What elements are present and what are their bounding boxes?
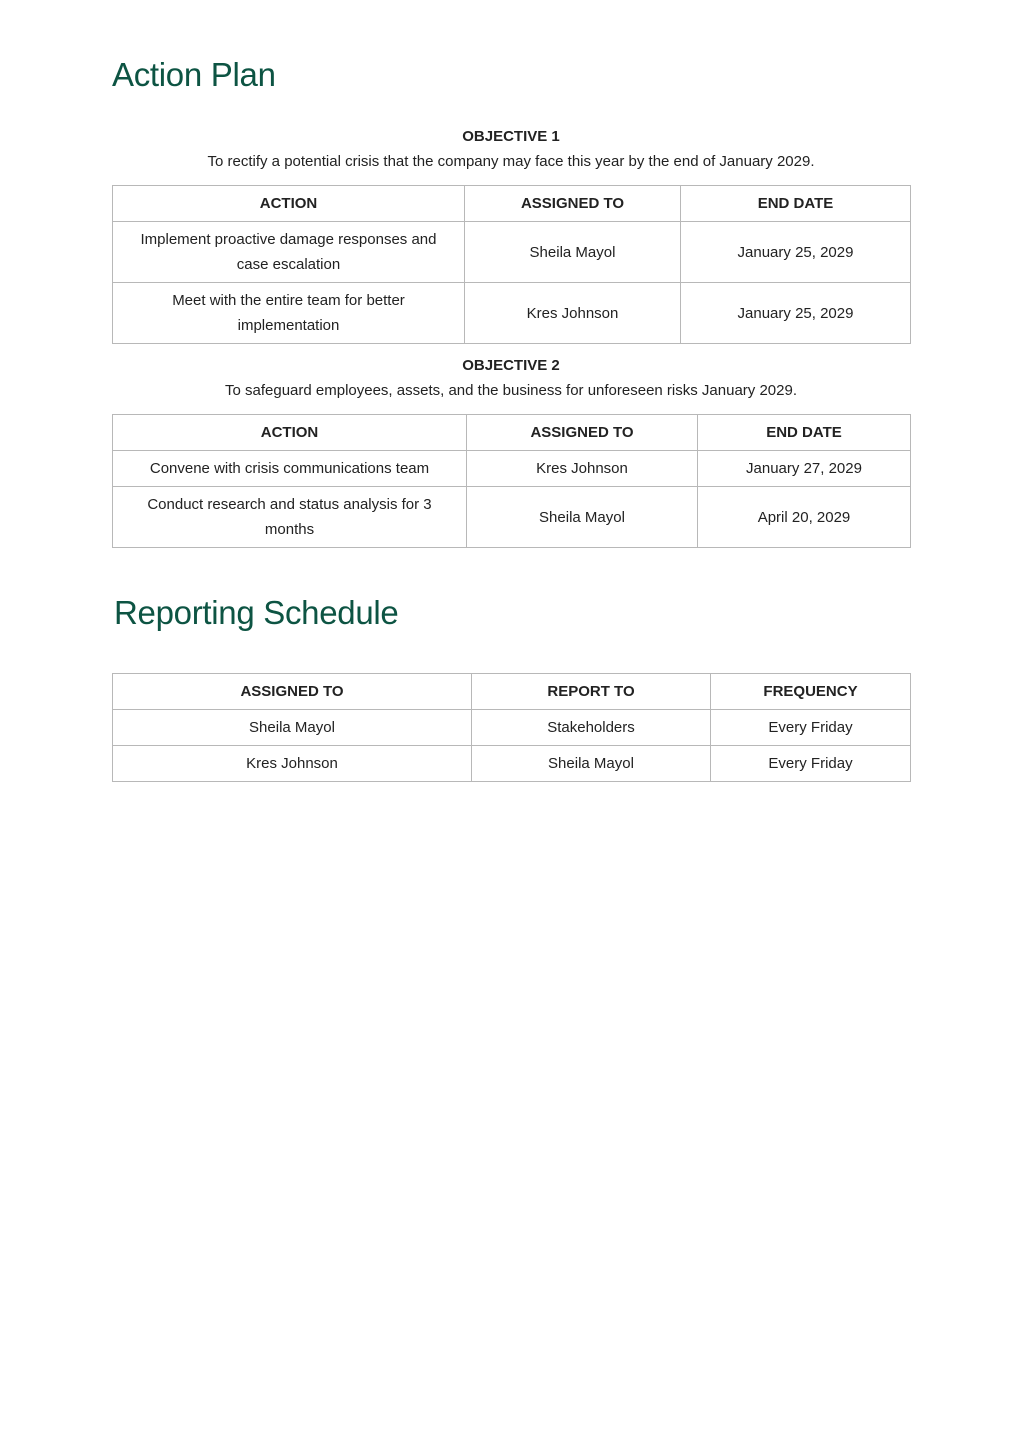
reporting-schedule-heading: Reporting Schedule (114, 594, 399, 631)
table-row (113, 222, 911, 283)
assigned-to-cell: Kres Johnson (467, 451, 698, 487)
action-cell: Meet with the entire team for better implementation (113, 283, 465, 344)
table-header-row (113, 415, 911, 451)
table-row (113, 710, 911, 746)
end-date-cell: January 27, 2029 (698, 451, 911, 487)
column-header-assigned-to: ASSIGNED TO (467, 415, 698, 451)
column-header-assigned-to: ASSIGNED TO (465, 186, 681, 222)
end-date-cell: April 20, 2029 (698, 487, 911, 548)
column-header-action: ACTION (113, 415, 467, 451)
objective-1-title: OBJECTIVE 1 (462, 128, 560, 145)
assigned-to-cell: Sheila Mayol (113, 710, 472, 746)
objective-2-table (112, 414, 911, 548)
column-header-assigned-to: ASSIGNED TO (113, 674, 472, 710)
reporting-schedule-table (112, 673, 911, 782)
column-header-end-date: END DATE (681, 186, 911, 222)
assigned-to-cell: Kres Johnson (113, 746, 472, 782)
frequency-cell: Every Friday (711, 710, 911, 746)
objective-2-description: To safeguard employees, assets, and the business for unforeseen risks January 2029. (225, 382, 797, 399)
assigned-to-cell: Sheila Mayol (467, 487, 698, 548)
assigned-to-cell: Sheila Mayol (465, 222, 681, 283)
column-header-end-date: END DATE (698, 415, 911, 451)
frequency-cell: Every Friday (711, 746, 911, 782)
column-header-action: ACTION (113, 186, 465, 222)
report-to-cell: Sheila Mayol (472, 746, 711, 782)
end-date-cell: January 25, 2029 (681, 283, 911, 344)
objective-2-title: OBJECTIVE 2 (462, 357, 560, 374)
end-date-cell: January 25, 2029 (681, 222, 911, 283)
action-plan-heading: Action Plan (112, 56, 276, 93)
table-row (113, 451, 911, 487)
column-header-frequency: FREQUENCY (711, 674, 911, 710)
action-cell: Implement proactive damage responses and case escalation (113, 222, 465, 283)
action-cell: Conduct research and status analysis for 3 months (113, 487, 467, 548)
report-to-cell: Stakeholders (472, 710, 711, 746)
objective-1-description: To rectify a potential crisis that the company may face this year by the end of January 2029. (207, 153, 815, 170)
table-header-row (113, 186, 911, 222)
objective-1-table (112, 185, 911, 344)
objective-1-block (112, 127, 910, 172)
column-header-report-to: REPORT TO (472, 674, 711, 710)
table-row (113, 746, 911, 782)
table-row (113, 487, 911, 548)
table-row (113, 283, 911, 344)
objective-2-block (112, 356, 910, 401)
action-cell: Convene with crisis communications team (113, 451, 467, 487)
table-header-row (113, 674, 911, 710)
assigned-to-cell: Kres Johnson (465, 283, 681, 344)
